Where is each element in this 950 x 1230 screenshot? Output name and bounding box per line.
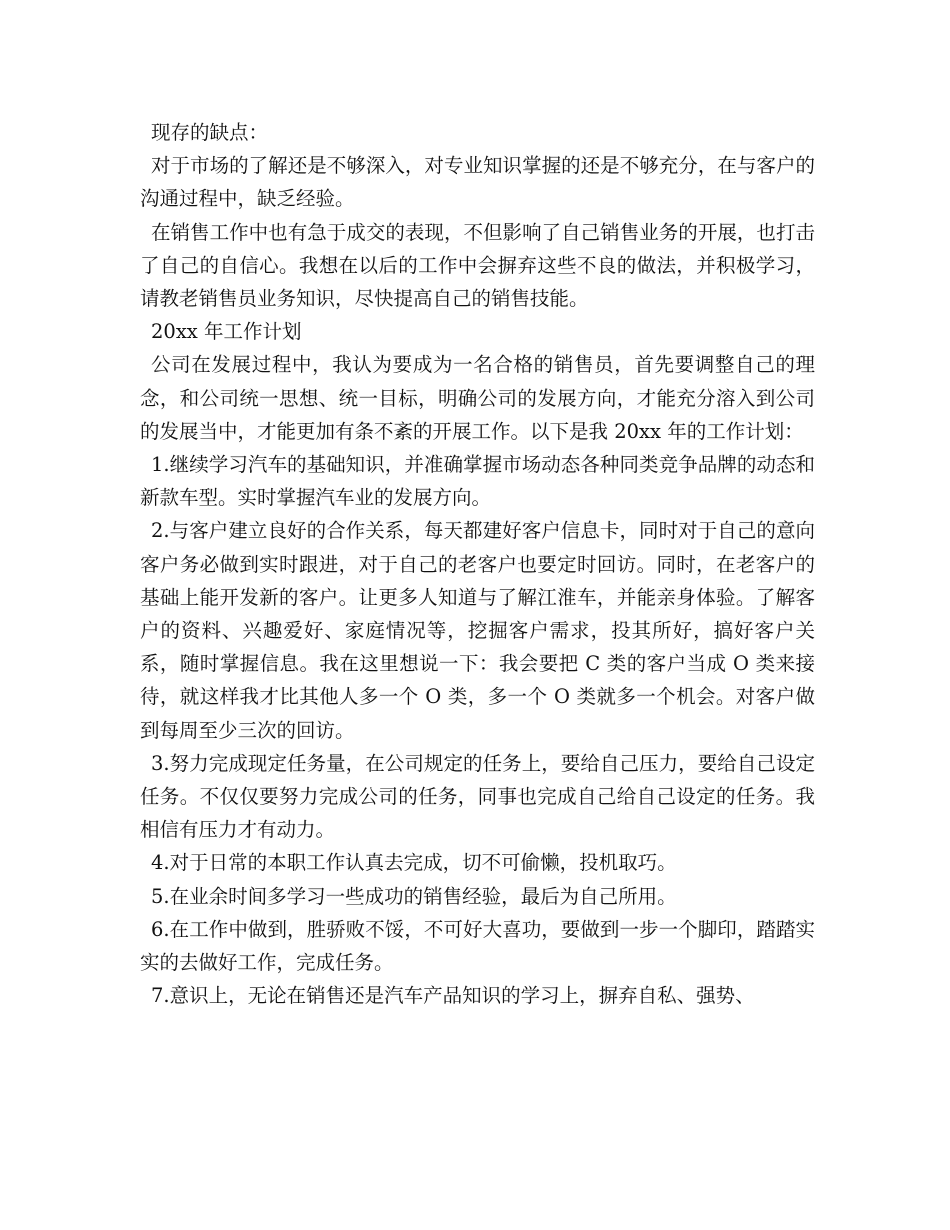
plan-item-5: 5.在业余时间多学习一些成功的销售经验，最后为自己所用。 bbox=[151, 884, 677, 908]
plan-item-2: 2.与客户建立良好的合作关系，每天都建好客户信息卡，同时对于自己的意向客户务必做到实时跟进，对于自己的老客户也要定时回访。同时，在老客户的基础上能开发新的客户。让更多人知道与了解江淮车，并能亲身体验。了解客户的资料、兴趣爱好、家庭情况等，挖掘客户需求，投其所好，搞好客户关系，随时掌握信息。我在这里想说一下：我会要把 C 类的客户当成 O 类来接待，就这样我才比其他人多一个 O 类，多一个 O 类就多一个机会。对客户做到每周至少三次的回访。 bbox=[140, 519, 815, 742]
paragraph-market-knowledge: 对于市场的了解还是不够深入，对专业知识掌握的还是不够充分，在与客户的沟通过程中，缺乏经验。 bbox=[140, 154, 815, 211]
paragraph-sales-haste: 在销售工作中也有急于成交的表现，不但影响了自己销售业务的开展，也打击了自己的自信心。我想在以后的工作中会摒弃这些不良的做法，并积极学习，请教老销售员业务知识，尽快提高自己的销售技能。 bbox=[140, 220, 815, 311]
plan-item-1: 1.继续学习汽车的基础知识，并准确掌握市场动态各种同类竞争品牌的动态和新款车型。实时掌握汽车业的发展方向。 bbox=[140, 453, 815, 510]
plan-item-4: 4.对于日常的本职工作认真去完成，切不可偷懒，投机取巧。 bbox=[151, 851, 677, 875]
plan-item-3: 3.努力完成现定任务量，在公司规定的任务上，要给自己压力，要给自己设定任务。不仅仅要努力完成公司的任务，同事也完成自己给自己设定的任务。我相信有压力才有动力。 bbox=[140, 751, 815, 842]
plan-item-7: 7.意识上，无论在销售还是汽车产品知识的学习上，摒弃自私、强势、 bbox=[151, 984, 755, 1008]
paragraph-work-plan-heading: 20xx 年工作计划 bbox=[151, 320, 302, 344]
paragraph-shortcomings-heading: 现存的缺点： bbox=[151, 121, 269, 144]
document-body bbox=[140, 116, 815, 1012]
paragraph-plan-intro: 公司在发展过程中，我认为要成为一名合格的销售员，首先要调整自己的理念，和公司统一思想、统一目标，明确公司的发展方向，才能充分溶入到公司的发展当中，才能更加有条不紊的开展工作。以下是我 20xx 年的工作计划： bbox=[140, 353, 815, 443]
plan-item-6: 6.在工作中做到，胜骄败不馁，不可好大喜功，要做到一步一个脚印，踏踏实实的去做好工作，完成任务。 bbox=[140, 917, 815, 975]
